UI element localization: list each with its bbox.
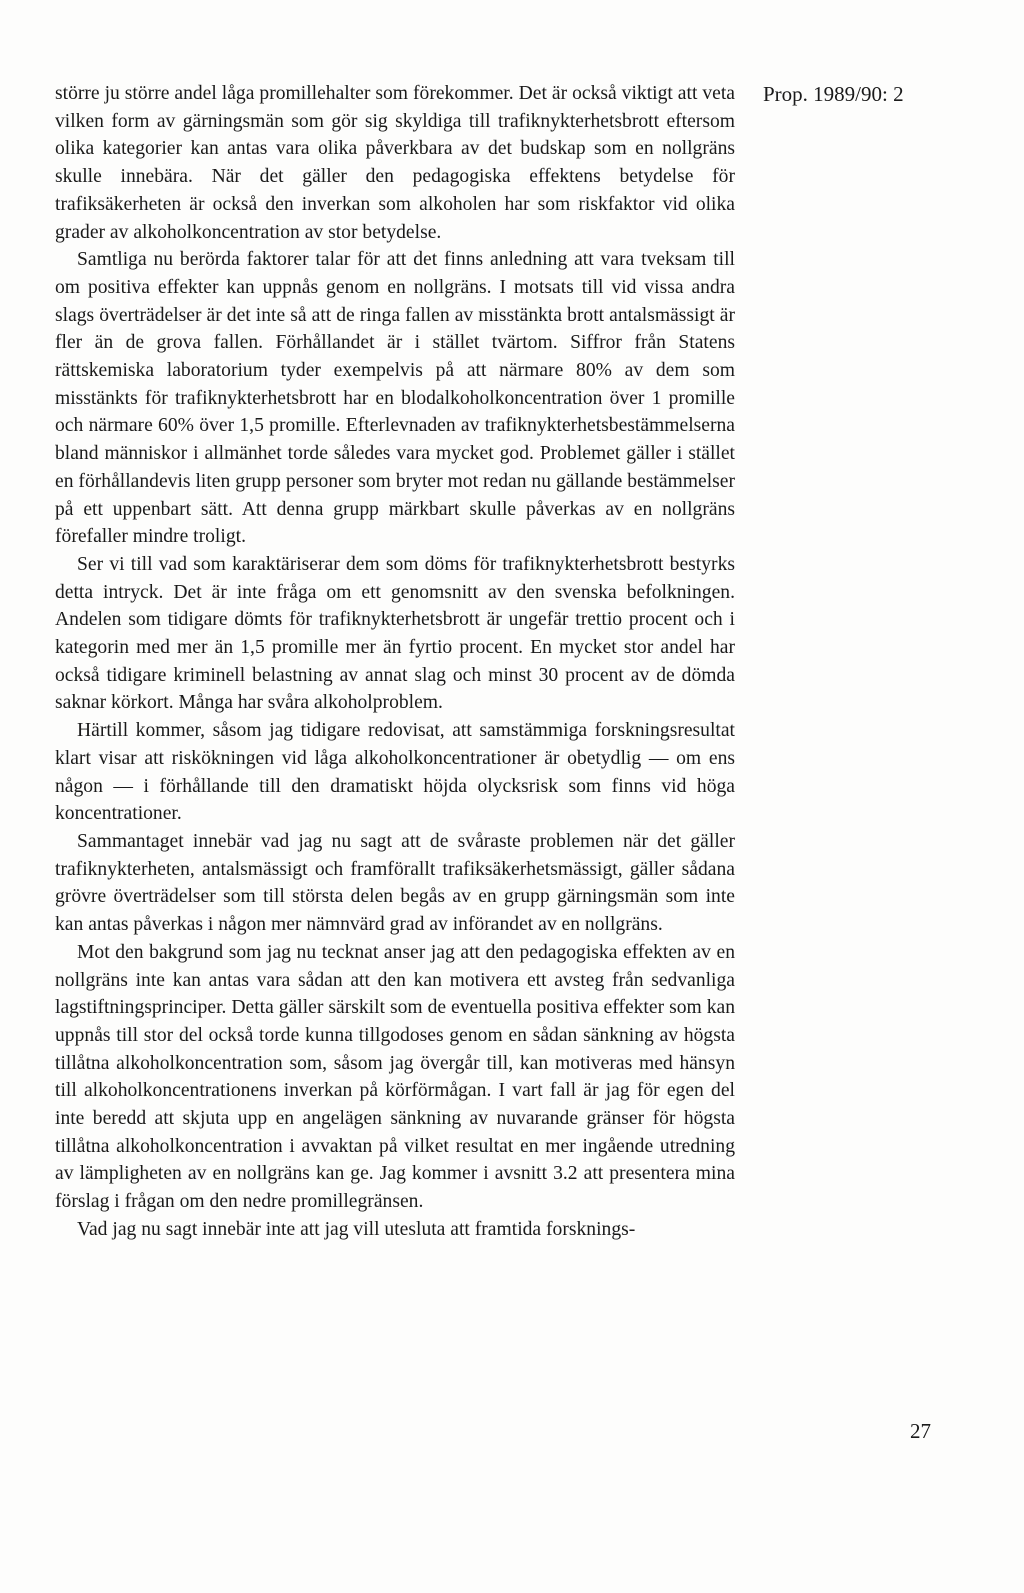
paragraph-2: Samtliga nu berörda faktorer talar för att det finns anledning att vara tveksam till om positiva effekter kan uppnås genom en nollgräns. I motsats till vid vissa andra slags överträdelser är det inte så att de ringa fallen av misstänkta brott antalsmässigt är fler än de grova fallen. Förhållandet är i stället tvärtom. Siffror från Statens rättskemiska laboratorium tyder exempelvis på att närmare 80% av dem som misstänkts för trafiknykterhetsbrott har en blodalkoholkoncentration över 1 promille och närmare 60% över 1,5 promille. Efterlevnaden av trafiknykterhetsbestämmelserna bland människor i allmänhet torde således vara mycket god. Problemet gäller i stället en förhållandevis liten grupp personer som bryter mot redan nu gällande bestämmelser på ett uppenbart sätt. Att denna grupp märkbart skulle påverkas av en nollgräns förefaller mindre troligt. xyxy=(55,249,735,548)
paragraph-1: större ju större andel låga promillehalter som förekommer. Det är också viktigt att veta vilken form av gärningsmän som gör sig skyldiga till trafiknykterhetsbrott eftersom olika kategorier kan antas vara olika påverkbara av det budskap som en nollgräns skulle innebära. När det gäller den pedagogiska effektens betydelse för trafiksäkerheten är också den inverkan som alkoholen har som riskfaktor vid olika grader av alkoholkoncentration av stor betydelse. xyxy=(55,83,735,243)
paragraph-4: Härtill kommer, såsom jag tidigare redovisat, att samstämmiga forskningsresultat klart visar att riskökningen vid låga alkoholkoncentrationer är obetydlig — om ens någon — i förhållande till den dramatiskt höjda olycksrisk som finns vid höga koncentrationer. xyxy=(55,720,735,825)
page-number: 27 xyxy=(910,1419,931,1443)
body-text xyxy=(55,80,735,1244)
paragraph-3: Ser vi till vad som karaktäriserar dem som döms för trafiknykterhetsbrott bestyrks detta intryck. Det är inte fråga om ett genomsnitt av den svenska befolkningen. Andelen som tidigare dömts för trafiknykterhetsbrott är ungefär trettio procent och i kategorin med mer än 1,5 promille mer än fyrtio procent. En mycket stor andel har också tidigare kriminell belastning av annat slag och minst 30 procent av de dömda saknar körkort. Många har svåra alkoholproblem. xyxy=(55,553,735,714)
proposition-reference: Prop. 1989/90: 2 xyxy=(763,82,904,106)
paragraph-6: Mot den bakgrund som jag nu tecknat anser jag att den pedagogiska effekten av en nollgräns inte kan antas vara sådan att den kan motivera ett avsteg från sedvanliga lagstiftningsprinciper. Detta gäller särskilt som de eventuella positiva effekter som kan uppnås till stor del också torde kunna tillgodoses genom en sådan sänkning av högsta tillåtna alkoholkoncentration som, såsom jag övergår till, kan motiveras med hänsyn till alkoholkoncentrationens inverkan på körförmågan. I vart fall är jag för egen del inte beredd att skjuta upp en angelägen sänkning av nuvarande gränser för högsta tillåtna alkoholkoncentration i avvaktan på vilket resultat en mer ingående utredning av lämpligheten av en nollgräns kan ge. Jag kommer i avsnitt 3.2 att presentera mina förslag i frågan om den nedre promillegränsen. xyxy=(55,941,735,1213)
paragraph-7: Vad jag nu sagt innebär inte att jag vill utesluta att framtida forsknings- xyxy=(77,1218,636,1240)
paragraph-5: Sammantaget innebär vad jag nu sagt att de svåraste problemen när det gäller trafiknykterheten, antalsmässigt och framförallt trafiksäkerhetsmässigt, gäller sådana grövre överträdelser som till största delen begås av en grupp gärningsmän som inte kan antas påverkas i någon mer nämnvärd grad av införandet av en nollgräns. xyxy=(55,830,735,936)
